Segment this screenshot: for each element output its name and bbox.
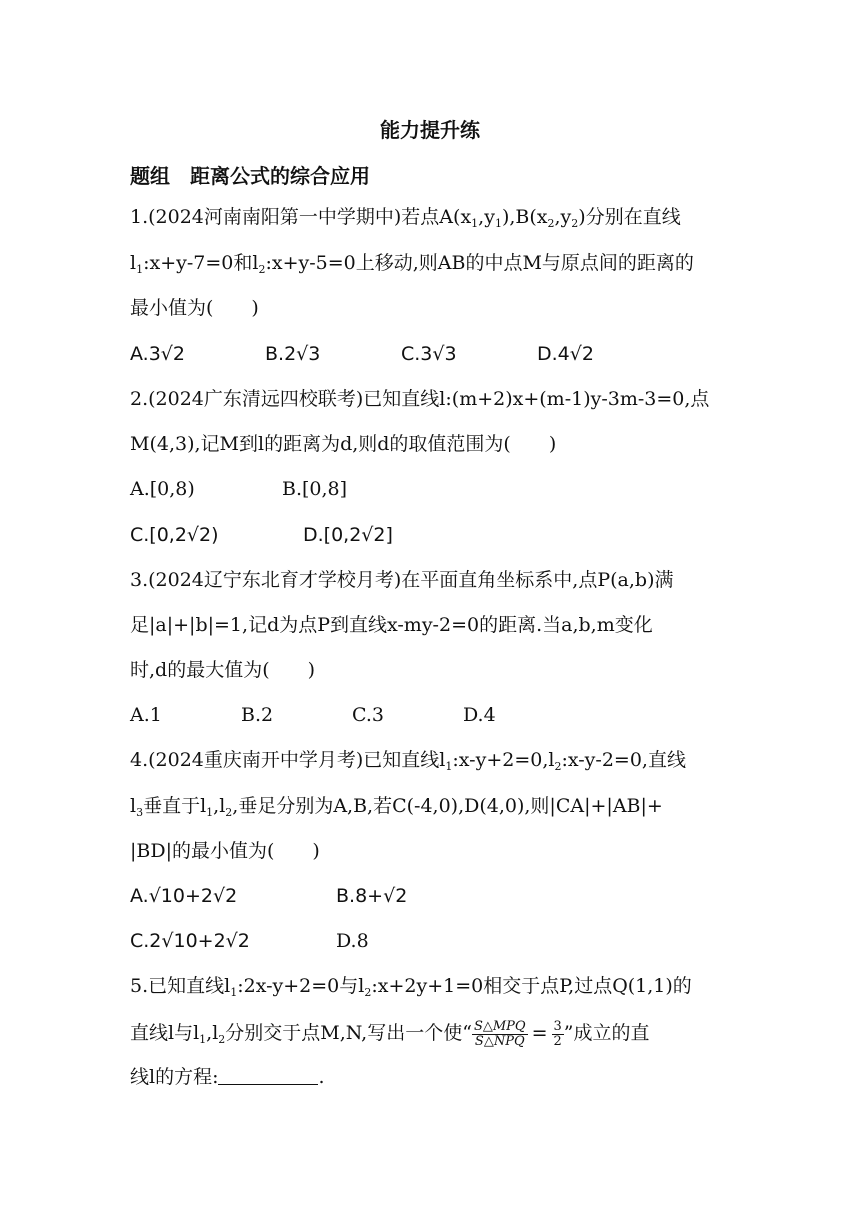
q2-line-1: 2.(2024广东清远四校联考)已知直线l:(m+2)x+(m-1)y-3m-3=0,点 (130, 388, 710, 410)
q3-option-b: B.2 (241, 704, 274, 726)
subscript: 1 (206, 806, 214, 819)
q4-line-3: |BD|的最小值为( ) (130, 840, 320, 862)
q5-line-1 (130, 972, 692, 1007)
q4-text: 4.(2024重庆南开中学月考)已知直线l (130, 749, 446, 771)
q1-line-3: 最小值为( ) (130, 297, 259, 319)
q5-text: :2x-y+2=0与l (237, 975, 365, 997)
equals-sign: = (531, 1022, 548, 1044)
q2-option-c: C.[0,2√2) (130, 524, 219, 546)
q1-line-1 (130, 203, 681, 238)
q2-line-2: M(4,3),记M到l的距离为d,则d的取值范围为( ) (130, 433, 557, 455)
q4-option-d: D.8 (336, 930, 369, 952)
q4-text: :x-y-2=0,直线 (561, 749, 686, 771)
fraction-denominator: 2 (553, 1033, 562, 1049)
q3-option-a: A.1 (130, 704, 162, 726)
q3-line-2: 足|a|+|b|=1,记d为点P到直线x-my-2=0的距离.当a,b,m变化 (130, 614, 653, 636)
q3-line-3: 时,d的最大值为( ) (130, 659, 316, 681)
q4-text: :x-y+2=0,l (452, 749, 555, 771)
subscript: 1 (471, 217, 479, 230)
ratio-value-fraction (552, 1020, 564, 1049)
q3-option-c: C.3 (352, 704, 384, 726)
q1-line-2 (130, 249, 694, 284)
q4-option-b: B.8+√2 (336, 885, 408, 907)
answer-blank (218, 1066, 318, 1085)
subscript: 1 (199, 1033, 207, 1046)
subscript: 2 (547, 217, 555, 230)
subscript: 1 (230, 986, 238, 999)
q4-option-a: A.√10+2√2 (130, 885, 238, 907)
q2-option-d: D.[0,2√2] (303, 524, 393, 546)
q1-option-d: D.4√2 (537, 343, 594, 365)
subscript: 2 (258, 263, 266, 276)
q1-text: )分别在直线 (578, 206, 681, 228)
q5-text: :x+2y+1=0相交于点P,过点Q(1,1)的 (371, 975, 692, 997)
subscript: 2 (364, 986, 372, 999)
area-ratio-fraction (472, 1020, 528, 1049)
q4-option-c: C.2√10+2√2 (130, 930, 250, 952)
q1-text: ,y (478, 206, 495, 228)
q4-text: l (130, 795, 137, 817)
subscript: 1 (136, 263, 144, 276)
q5-text: . (318, 1066, 325, 1088)
fraction-denominator: S△NPQ (474, 1033, 525, 1049)
q1-option-a: A.3√2 (130, 343, 185, 365)
q5-text: 直线l与l (130, 1022, 200, 1044)
q5-text: ,l (206, 1022, 219, 1044)
subscript: 3 (136, 806, 144, 819)
subscript: 2 (225, 806, 233, 819)
q5-text: 5.已知直线l (130, 975, 231, 997)
q1-text: ,y (554, 206, 572, 228)
q1-text: :x+y-5=0上移动,则AB的中点M与原点间的距离的 (265, 252, 694, 274)
q4-text: ,垂足分别为A,B,若C(-4,0),D(4,0),则|CA|+|AB|+ (232, 795, 663, 817)
fraction-numerator: 3 (553, 1018, 562, 1034)
q5-text: 分别交于点M,N,写出一个使“ (225, 1022, 472, 1044)
subscript: 2 (571, 217, 579, 230)
subscript: 1 (494, 217, 502, 230)
q1-text: ),B(x (501, 206, 548, 228)
fraction-numerator: S△MPQ (473, 1018, 526, 1034)
q1-option-c: C.3√3 (401, 343, 457, 365)
q3-line-1: 3.(2024辽宁东北育才学校月考)在平面直角坐标系中,点P(a,b)满 (130, 569, 674, 591)
q3-option-d: D.4 (463, 704, 496, 726)
q1-text: :x+y-7=0和l (143, 252, 259, 274)
q5-line-2 (130, 1015, 650, 1058)
q2-option-b: B.[0,8] (282, 478, 348, 500)
q4-line-1 (130, 746, 686, 781)
q1-text: 1.(2024河南南阳第一中学期中)若点A(x (130, 206, 472, 228)
q5-line-3 (130, 1063, 325, 1091)
q4-text: 垂直于l (143, 795, 207, 817)
q4-text: ,l (213, 795, 226, 817)
section-heading: 题组 距离公式的综合应用 (130, 164, 370, 188)
page-title: 能力提升练 (380, 118, 480, 142)
q1-text: l (130, 252, 137, 274)
subscript: 2 (218, 1033, 226, 1046)
q4-line-2 (130, 792, 663, 827)
q5-text: ”成立的直 (563, 1022, 650, 1044)
subscript: 1 (445, 760, 453, 773)
q5-text: 线l的方程: (130, 1066, 219, 1088)
q1-option-b: B.2√3 (265, 343, 321, 365)
q2-option-a: A.[0,8) (130, 478, 195, 500)
subscript: 2 (554, 760, 562, 773)
